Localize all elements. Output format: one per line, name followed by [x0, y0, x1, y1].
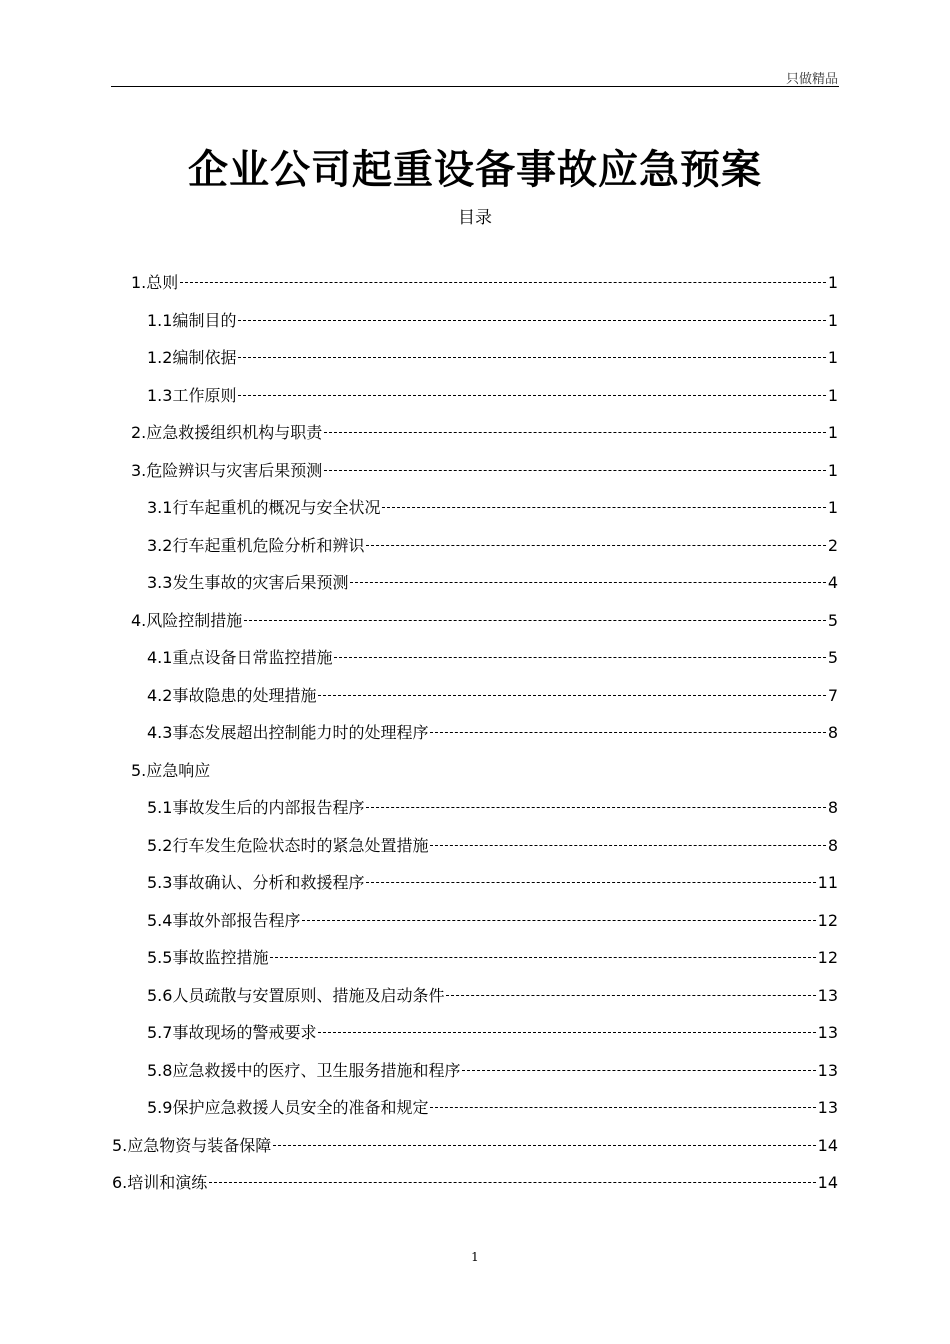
toc-dot-leader: [324, 470, 826, 471]
toc-entry-page: 1: [827, 460, 838, 480]
toc-entry[interactable]: [147, 683, 838, 720]
toc-entry[interactable]: [147, 308, 838, 345]
toc-dot-leader: [270, 957, 815, 958]
toc-entry-page: 13: [817, 1023, 838, 1042]
toc-dot-leader: [430, 845, 825, 846]
document-title: 企业公司起重设备事故应急预案: [188, 146, 762, 193]
toc-entry-label: 1.2编制依据: [147, 348, 237, 367]
toc-dot-leader: [318, 695, 825, 696]
toc-entry-label: 4.2事故隐患的处理措施: [147, 685, 317, 705]
toc-entry-label: 6.培训和演练: [112, 1173, 208, 1192]
toc-dot-leader: [366, 807, 825, 808]
toc-dot-leader: [462, 1070, 815, 1071]
toc-entry-label: 3.2行车起重机危险分析和辨识: [147, 535, 365, 555]
toc-dot-leader: [366, 545, 825, 546]
toc-entry-label: 5.5事故监控措施: [147, 948, 269, 967]
toc-entry-page: 4: [827, 573, 838, 592]
toc-entry-label: 3.3发生事故的灾害后果预测: [147, 573, 349, 592]
toc-dot-leader: [324, 432, 826, 433]
toc-dot-leader: [238, 395, 825, 396]
toc-dot-leader: [334, 657, 825, 658]
toc-entry-label: 5.应急响应: [131, 760, 211, 780]
toc-dot-leader: [350, 582, 825, 583]
page-number: 1: [471, 1250, 479, 1264]
toc-entry-label: 2.应急救援组织机构与职责: [131, 423, 323, 442]
toc-entry-label: 1.总则: [131, 273, 179, 292]
toc-entry[interactable]: [147, 345, 838, 382]
toc-entry[interactable]: [147, 1020, 838, 1057]
toc-entry-page: 1: [827, 385, 838, 405]
toc-entry[interactable]: [112, 1133, 838, 1170]
toc-entry[interactable]: [131, 458, 838, 495]
toc-dot-leader: [382, 507, 825, 508]
header-rule: [111, 86, 839, 87]
toc-entry-label: 5.4事故外部报告程序: [147, 910, 301, 930]
toc-entry-page: 1: [827, 423, 838, 442]
toc-entry-page: 14: [817, 1135, 838, 1155]
toc-entry-label: 3.危险辨识与灾害后果预测: [131, 460, 323, 480]
toc-entry[interactable]: [147, 570, 838, 607]
toc-entry-page: 11: [817, 873, 838, 892]
toc-entry-page: 1: [827, 498, 838, 517]
toc-entry[interactable]: [112, 1170, 838, 1207]
toc-dot-leader: [446, 995, 815, 996]
toc-entry[interactable]: [147, 720, 838, 757]
toc-entry[interactable]: [147, 533, 838, 570]
toc-dot-leader: [430, 1107, 815, 1108]
toc-dot-leader: [318, 1032, 815, 1033]
toc-entry[interactable]: [131, 758, 838, 795]
toc-entry-label: 5.2行车发生危险状态时的紧急处置措施: [147, 835, 429, 855]
toc-entry-page: 13: [817, 985, 838, 1005]
toc-entry-label: 4.1重点设备日常监控措施: [147, 648, 333, 667]
header-text: 只做精品: [785, 72, 838, 87]
toc-entry-label: 5.8应急救援中的医疗、卫生服务措施和程序: [147, 1060, 461, 1080]
toc-entry-label: 3.1行车起重机的概况与安全状况: [147, 498, 381, 517]
toc-entry[interactable]: [131, 608, 838, 645]
toc-entry-label: 5.6人员疏散与安置原则、措施及启动条件: [147, 985, 445, 1005]
toc-entry-page: 12: [817, 910, 838, 930]
toc-entry-page: 1: [827, 348, 838, 367]
toc-entry[interactable]: [147, 945, 838, 982]
toc-entry-page: 13: [817, 1098, 838, 1117]
toc-entry-label: 5.应急物资与装备保障: [112, 1135, 272, 1155]
toc-entry[interactable]: [147, 833, 838, 870]
toc-entry-label: 5.1事故发生后的内部报告程序: [147, 798, 365, 817]
toc-entry-label: 5.3事故确认、分析和救援程序: [147, 873, 365, 892]
toc-dot-leader: [238, 357, 825, 358]
toc-heading: 目录: [458, 208, 492, 228]
toc-entry-label: 1.3工作原则: [147, 385, 237, 405]
toc-entry[interactable]: [147, 383, 838, 420]
toc-entry-page: 5: [827, 610, 838, 630]
toc-entry-label: 1.1编制目的: [147, 310, 237, 330]
toc-entry[interactable]: [147, 1058, 838, 1095]
toc-entry-label: 5.7事故现场的警戒要求: [147, 1023, 317, 1042]
toc-dot-leader: [209, 1182, 815, 1183]
toc-entry-label: 4.风险控制措施: [131, 610, 243, 630]
toc-entry-page: 7: [827, 685, 838, 705]
toc-entry-page: 12: [817, 948, 838, 967]
toc-entry-page: 8: [827, 835, 838, 855]
toc-entry-page: 2: [827, 535, 838, 555]
toc-entry[interactable]: [131, 420, 838, 457]
toc-entry-page: 1: [827, 273, 838, 292]
toc-entry-page: 5: [827, 648, 838, 667]
toc-entry-label: 5.9保护应急救援人员安全的准备和规定: [147, 1098, 429, 1117]
toc-entry[interactable]: [147, 908, 838, 945]
toc-dot-leader: [302, 920, 815, 921]
toc-entry-label: 4.3事态发展超出控制能力时的处理程序: [147, 723, 429, 742]
toc-entry[interactable]: [147, 1095, 838, 1132]
toc-dot-leader: [244, 620, 826, 621]
toc-dot-leader: [273, 1145, 815, 1146]
toc-entry[interactable]: [131, 270, 838, 307]
toc-entry[interactable]: [147, 495, 838, 532]
toc-dot-leader: [430, 732, 825, 733]
toc-entry[interactable]: [147, 795, 838, 832]
toc-entry-page: 1: [827, 310, 838, 330]
toc-entry-page: 14: [817, 1173, 838, 1192]
toc-entry[interactable]: [147, 983, 838, 1020]
toc-entry[interactable]: [147, 645, 838, 682]
toc-dot-leader: [180, 282, 826, 283]
toc-dot-leader: [238, 320, 825, 321]
toc-entry-page: 8: [827, 723, 838, 742]
toc-entry-page: 13: [817, 1060, 838, 1080]
toc-entry[interactable]: [147, 870, 838, 907]
toc-entry-page: 8: [827, 798, 838, 817]
toc-dot-leader: [366, 882, 815, 883]
